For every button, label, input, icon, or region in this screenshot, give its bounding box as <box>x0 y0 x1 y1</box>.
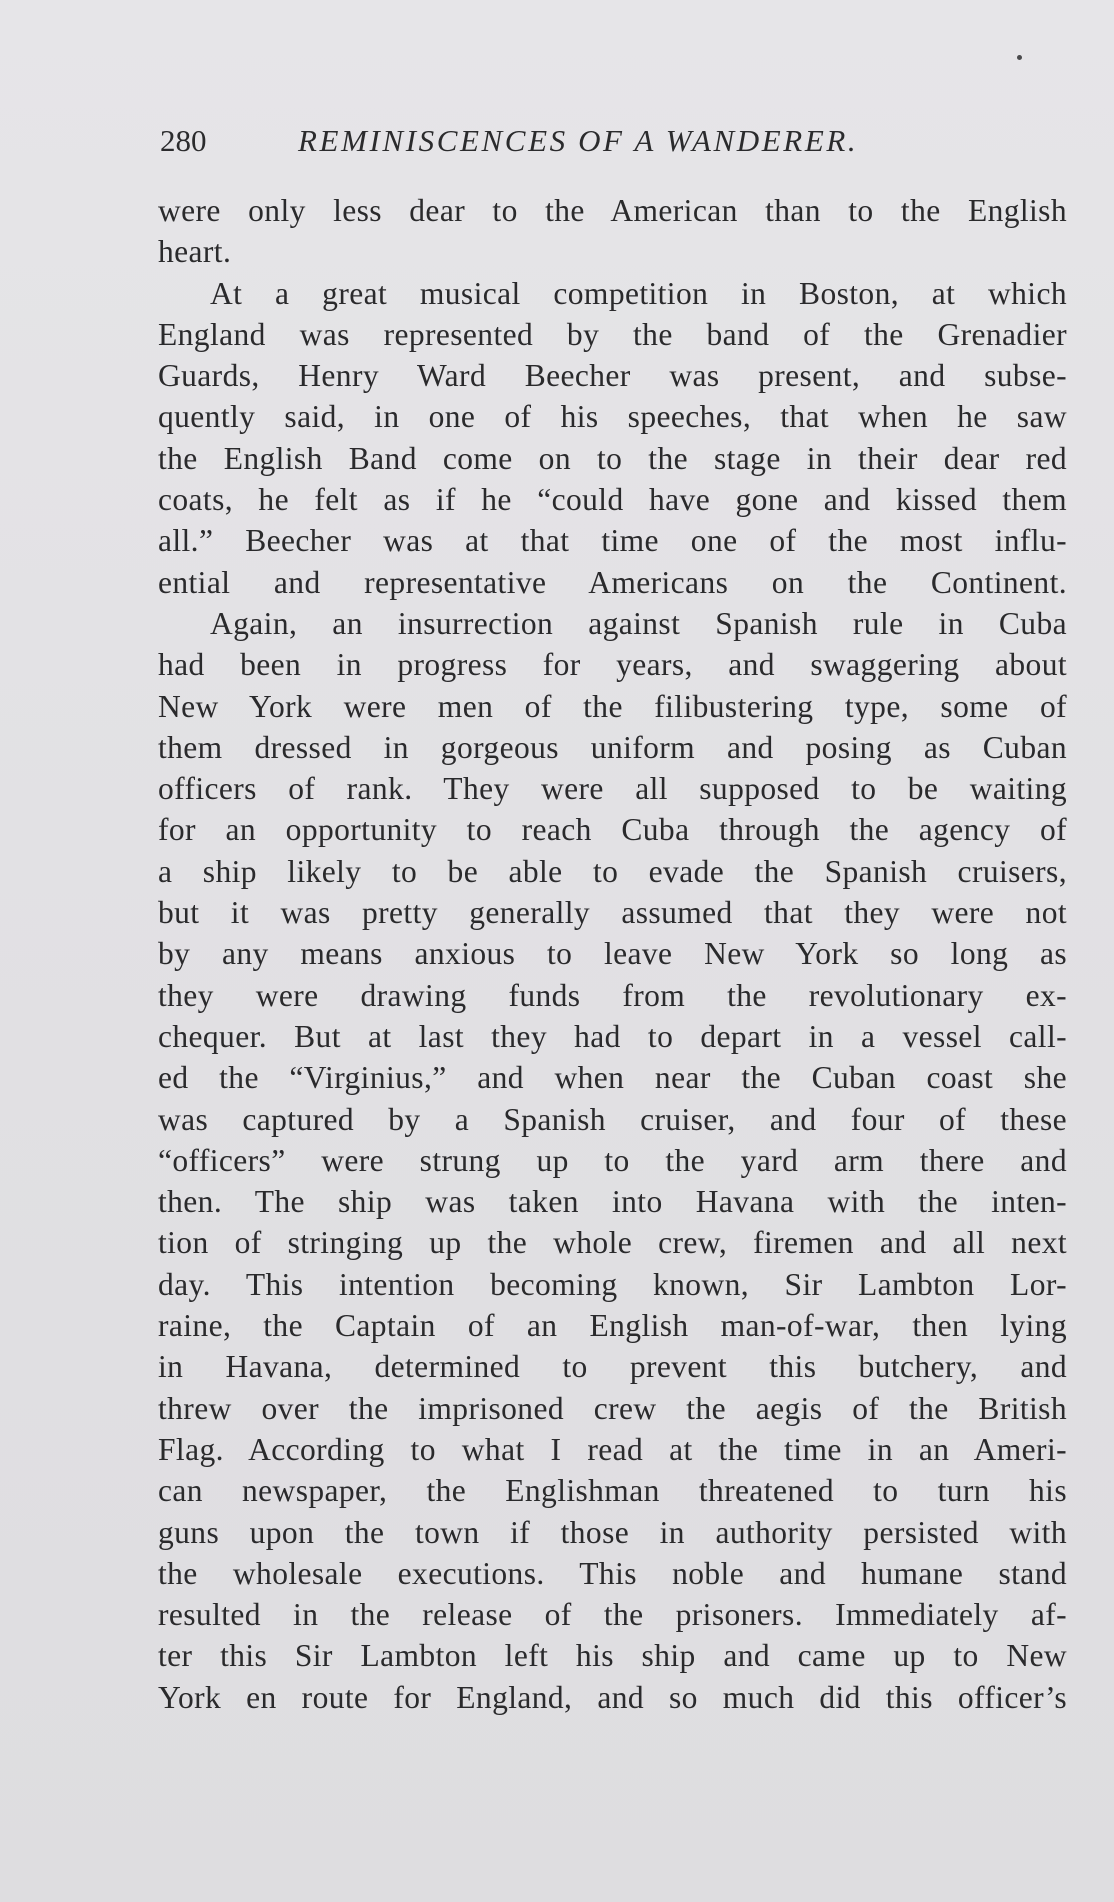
text-line: all.” Beecher was at that time one of the most influ- <box>158 523 1067 559</box>
text-line: coats, he felt as if he “could have gone and kissed them <box>158 482 1067 518</box>
text-line: for an opportunity to reach Cuba through the agency of <box>158 812 1067 848</box>
text-line: raine, the Captain of an English man-of-war, then lying <box>158 1308 1067 1344</box>
text-line: England was represented by the band of the Grenadier <box>158 316 1067 352</box>
text-line: by any means anxious to leave New York so long as <box>158 936 1067 972</box>
text-line: then. The ship was taken into Havana with the inten- <box>158 1184 1067 1220</box>
text-line: they were drawing funds from the revolutionary ex- <box>158 977 1067 1013</box>
text-line: the wholesale executions. This noble and humane stand <box>158 1555 1067 1591</box>
text-line: were only less dear to the American than to the English <box>158 193 1067 228</box>
ink-speck <box>1017 55 1022 60</box>
text-line: chequer. But at last they had to depart in a vessel call- <box>158 1018 1067 1054</box>
text-line: Flag. According to what I read at the time in an Ameri- <box>158 1431 1067 1467</box>
text-line: the English Band come on to the stage in their dear red <box>158 440 1067 476</box>
text-line: but it was pretty generally assumed that they were not <box>158 895 1067 931</box>
page-number: 280 <box>160 123 207 158</box>
text-line: York en route for England, and so much did this officer’s <box>158 1679 1067 1715</box>
text-line: them dressed in gorgeous uniform and posing as Cuban <box>158 729 1067 765</box>
running-title: REMINISCENCES OF A WANDERER. <box>298 123 859 158</box>
running-head <box>160 118 960 164</box>
text-line: day. This intention becoming known, Sir Lambton Lor- <box>158 1266 1067 1302</box>
text-line: tion of stringing up the whole crew, firemen and all next <box>158 1225 1067 1261</box>
text-line: a ship likely to be able to evade the Spanish cruisers, <box>158 853 1067 889</box>
text-line: Guards, Henry Ward Beecher was present, and subse- <box>158 358 1067 394</box>
text-line: quently said, in one of his speeches, that when he saw <box>158 399 1067 435</box>
text-line: “officers” were strung up to the yard arm there and <box>158 1142 1067 1178</box>
body-text <box>158 190 1067 1718</box>
text-line: in Havana, determined to prevent this butchery, and <box>158 1349 1067 1385</box>
text-line: guns upon the town if those in authority persisted with <box>158 1514 1067 1550</box>
text-line: can newspaper, the Englishman threatened to turn his <box>158 1473 1067 1509</box>
text-line: threw over the imprisoned crew the aegis of the British <box>158 1390 1067 1426</box>
text-line: ential and representative Americans on the Continent. <box>158 564 1067 600</box>
text-line: had been in progress for years, and swaggering about <box>158 647 1067 683</box>
text-line: resulted in the release of the prisoners. Immediately af- <box>158 1597 1067 1633</box>
paragraph-first-line: Again, an insurrection against Spanish rule in Cuba <box>210 605 1067 641</box>
text-line: heart. <box>158 234 232 270</box>
text-line: officers of rank. They were all supposed to be waiting <box>158 771 1067 807</box>
text-line: New York were men of the filibustering type, some of <box>158 688 1067 724</box>
paragraph-first-line: At a great musical competition in Boston, at which <box>210 275 1067 311</box>
text-line: ed the “Virginius,” and when near the Cuban coast she <box>158 1060 1067 1096</box>
text-line: was captured by a Spanish cruiser, and four of these <box>158 1101 1067 1137</box>
text-line: ter this Sir Lambton left his ship and came up to New <box>158 1638 1067 1674</box>
